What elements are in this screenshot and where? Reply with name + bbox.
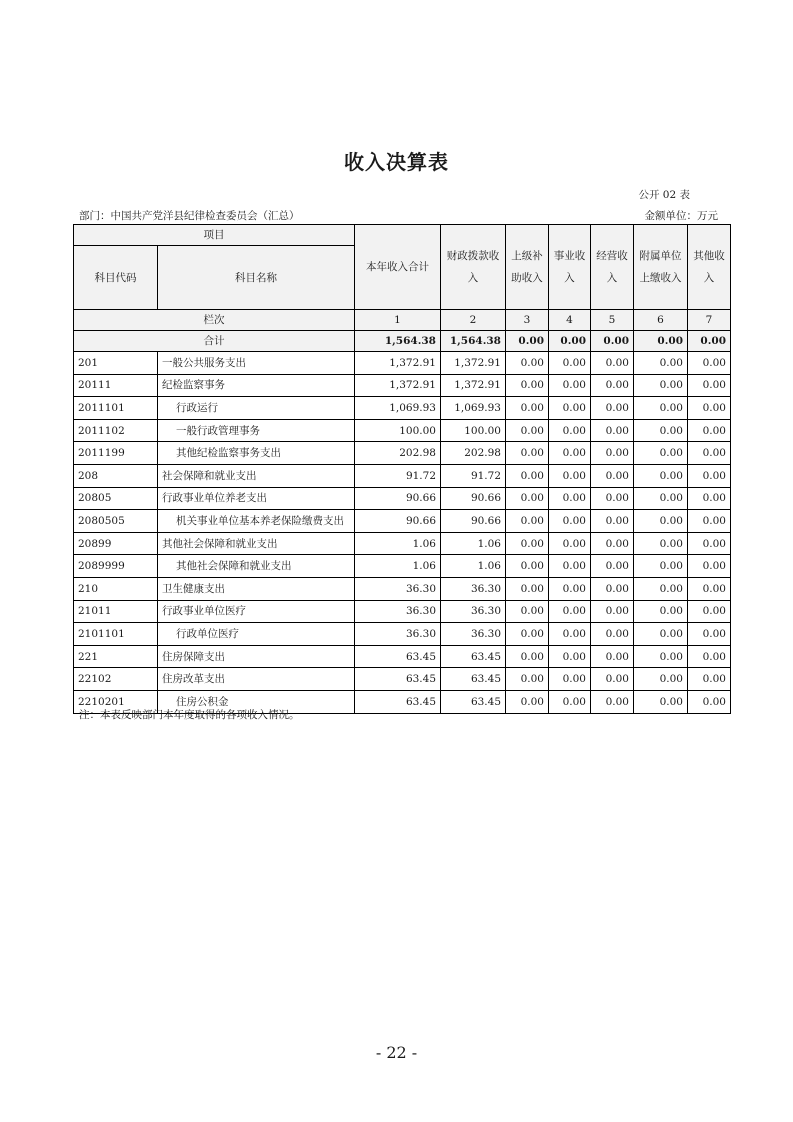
total-cell: 91.72	[355, 464, 441, 487]
affiliated-cell: 0.00	[634, 532, 688, 555]
subject-name-cell: 行政事业单位医疗	[158, 600, 355, 623]
subject-name-cell: 机关事业单位基本养老保险缴费支出	[158, 510, 355, 533]
form-number: 公开 02 表	[638, 189, 690, 201]
fiscal-cell: 100.00	[441, 419, 506, 442]
upper-cell: 0.00	[506, 510, 549, 533]
header-total: 本年收入合计	[355, 225, 441, 310]
upper-cell: 0.00	[506, 577, 549, 600]
fiscal-cell: 90.66	[441, 510, 506, 533]
total-cell: 0.00	[549, 331, 591, 352]
other-cell: 0.00	[688, 464, 731, 487]
other-cell: 0.00	[688, 419, 731, 442]
total-cell: 1,564.38	[441, 331, 506, 352]
affiliated-cell: 0.00	[634, 645, 688, 668]
affiliated-cell: 0.00	[634, 442, 688, 465]
other-cell: 0.00	[688, 352, 731, 375]
subject-name-cell: 一般公共服务支出	[158, 352, 355, 375]
page-title: 收入决算表	[344, 150, 449, 174]
subject-name-cell: 纪检监察事务	[158, 374, 355, 397]
fiscal-cell: 63.45	[441, 645, 506, 668]
total-cell: 36.30	[355, 577, 441, 600]
table-row	[74, 352, 731, 375]
business-cell: 0.00	[549, 397, 591, 420]
affiliated-cell: 0.00	[634, 623, 688, 646]
sequence-cell: 1	[355, 310, 441, 331]
business-cell: 0.00	[549, 668, 591, 691]
business-cell: 0.00	[549, 623, 591, 646]
subject-code-cell: 2210201	[74, 690, 158, 713]
upper-cell: 0.00	[506, 532, 549, 555]
table-row	[74, 487, 731, 510]
affiliated-cell: 0.00	[634, 419, 688, 442]
fiscal-cell: 36.30	[441, 577, 506, 600]
sequence-row	[74, 310, 731, 331]
affiliated-cell: 0.00	[634, 690, 688, 713]
fiscal-cell: 1,372.91	[441, 352, 506, 375]
affiliated-cell: 0.00	[634, 577, 688, 600]
total-cell: 100.00	[355, 419, 441, 442]
fiscal-cell: 36.30	[441, 600, 506, 623]
total-cell: 202.98	[355, 442, 441, 465]
operating-cell: 0.00	[591, 464, 634, 487]
business-cell: 0.00	[549, 577, 591, 600]
income-table	[73, 224, 731, 714]
total-cell: 0.00	[506, 331, 549, 352]
header-fiscal: 财政拨款收入	[441, 225, 506, 310]
total-cell: 63.45	[355, 645, 441, 668]
header-project: 项目	[74, 225, 355, 246]
business-cell: 0.00	[549, 645, 591, 668]
subject-name-cell: 其他纪检监察事务支出	[158, 442, 355, 465]
subject-name-cell: 其他社会保障和就业支出	[158, 555, 355, 578]
sequence-cell: 7	[688, 310, 731, 331]
operating-cell: 0.00	[591, 532, 634, 555]
header-other: 其他收入	[688, 225, 731, 310]
table-row	[74, 600, 731, 623]
upper-cell: 0.00	[506, 600, 549, 623]
business-cell: 0.00	[549, 510, 591, 533]
subject-name-cell: 社会保障和就业支出	[158, 464, 355, 487]
subject-code-cell: 20899	[74, 532, 158, 555]
affiliated-cell: 0.00	[634, 600, 688, 623]
upper-cell: 0.00	[506, 645, 549, 668]
subject-name-cell: 住房公积金	[158, 690, 355, 713]
operating-cell: 0.00	[591, 487, 634, 510]
business-cell: 0.00	[549, 690, 591, 713]
sequence-label: 栏次	[74, 310, 355, 331]
business-cell: 0.00	[549, 487, 591, 510]
other-cell: 0.00	[688, 623, 731, 646]
subject-code-cell: 2080505	[74, 510, 158, 533]
business-cell: 0.00	[549, 442, 591, 465]
header-code: 科目代码	[74, 246, 158, 310]
subject-name-cell: 卫生健康支出	[158, 577, 355, 600]
affiliated-cell: 0.00	[634, 374, 688, 397]
other-cell: 0.00	[688, 442, 731, 465]
table-row	[74, 397, 731, 420]
total-cell: 36.30	[355, 600, 441, 623]
operating-cell: 0.00	[591, 690, 634, 713]
other-cell: 0.00	[688, 600, 731, 623]
header-operating: 经营收入	[591, 225, 634, 310]
affiliated-cell: 0.00	[634, 352, 688, 375]
fiscal-cell: 63.45	[441, 690, 506, 713]
affiliated-cell: 0.00	[634, 510, 688, 533]
sequence-cell: 5	[591, 310, 634, 331]
fiscal-cell: 1,372.91	[441, 374, 506, 397]
upper-cell: 0.00	[506, 374, 549, 397]
upper-cell: 0.00	[506, 555, 549, 578]
subject-code-cell: 20805	[74, 487, 158, 510]
department-label: 部门：中国共产党洋县纪律检查委员会（汇总）	[79, 210, 300, 222]
subject-code-cell: 2011102	[74, 419, 158, 442]
fiscal-cell: 91.72	[441, 464, 506, 487]
operating-cell: 0.00	[591, 577, 634, 600]
upper-cell: 0.00	[506, 464, 549, 487]
subject-code-cell: 2011199	[74, 442, 158, 465]
total-cell: 63.45	[355, 690, 441, 713]
total-cell: 36.30	[355, 623, 441, 646]
sequence-cell: 3	[506, 310, 549, 331]
total-cell: 1.06	[355, 555, 441, 578]
total-cell: 1,372.91	[355, 352, 441, 375]
table-row	[74, 668, 731, 691]
other-cell: 0.00	[688, 577, 731, 600]
header-name: 科目名称	[158, 246, 355, 310]
total-label: 合计	[74, 331, 355, 352]
fiscal-cell: 202.98	[441, 442, 506, 465]
sequence-cell: 6	[634, 310, 688, 331]
total-cell: 1,372.91	[355, 374, 441, 397]
upper-cell: 0.00	[506, 487, 549, 510]
subject-name-cell: 行政单位医疗	[158, 623, 355, 646]
total-cell: 0.00	[688, 331, 731, 352]
fiscal-cell: 63.45	[441, 668, 506, 691]
upper-cell: 0.00	[506, 419, 549, 442]
subject-code-cell: 201	[74, 352, 158, 375]
total-cell: 0.00	[634, 331, 688, 352]
table-row	[74, 555, 731, 578]
other-cell: 0.00	[688, 510, 731, 533]
upper-cell: 0.00	[506, 352, 549, 375]
upper-cell: 0.00	[506, 397, 549, 420]
operating-cell: 0.00	[591, 623, 634, 646]
operating-cell: 0.00	[591, 374, 634, 397]
operating-cell: 0.00	[591, 442, 634, 465]
other-cell: 0.00	[688, 645, 731, 668]
operating-cell: 0.00	[591, 668, 634, 691]
operating-cell: 0.00	[591, 645, 634, 668]
other-cell: 0.00	[688, 555, 731, 578]
affiliated-cell: 0.00	[634, 487, 688, 510]
operating-cell: 0.00	[591, 600, 634, 623]
total-row	[74, 331, 731, 352]
operating-cell: 0.00	[591, 555, 634, 578]
operating-cell: 0.00	[591, 419, 634, 442]
operating-cell: 0.00	[591, 397, 634, 420]
subject-code-cell: 21011	[74, 600, 158, 623]
upper-cell: 0.00	[506, 623, 549, 646]
other-cell: 0.00	[688, 668, 731, 691]
subject-name-cell: 行政运行	[158, 397, 355, 420]
business-cell: 0.00	[549, 464, 591, 487]
header-affiliated: 附属单位上缴收入	[634, 225, 688, 310]
subject-code-cell: 2011101	[74, 397, 158, 420]
unit-label: 金额单位：万元	[644, 210, 718, 222]
operating-cell: 0.00	[591, 510, 634, 533]
subject-code-cell: 210	[74, 577, 158, 600]
subject-name-cell: 住房改革支出	[158, 668, 355, 691]
upper-cell: 0.00	[506, 668, 549, 691]
affiliated-cell: 0.00	[634, 668, 688, 691]
subject-code-cell: 2089999	[74, 555, 158, 578]
affiliated-cell: 0.00	[634, 397, 688, 420]
subject-name-cell: 其他社会保障和就业支出	[158, 532, 355, 555]
total-cell: 0.00	[591, 331, 634, 352]
total-cell: 63.45	[355, 668, 441, 691]
subject-code-cell: 2101101	[74, 623, 158, 646]
table-row	[74, 577, 731, 600]
total-cell: 1,564.38	[355, 331, 441, 352]
table-row	[74, 442, 731, 465]
header-upper: 上级补助收入	[506, 225, 549, 310]
table-row	[74, 374, 731, 397]
sequence-cell: 4	[549, 310, 591, 331]
table-row	[74, 645, 731, 668]
subject-code-cell: 208	[74, 464, 158, 487]
business-cell: 0.00	[549, 419, 591, 442]
subject-name-cell: 住房保障支出	[158, 645, 355, 668]
other-cell: 0.00	[688, 690, 731, 713]
fiscal-cell: 1.06	[441, 555, 506, 578]
fiscal-cell: 1.06	[441, 532, 506, 555]
upper-cell: 0.00	[506, 690, 549, 713]
subject-code-cell: 20111	[74, 374, 158, 397]
operating-cell: 0.00	[591, 352, 634, 375]
subject-code-cell: 22102	[74, 668, 158, 691]
table-note: 注：本表反映部门本年度取得的各项收入情况。	[79, 709, 300, 721]
fiscal-cell: 90.66	[441, 487, 506, 510]
business-cell: 0.00	[549, 555, 591, 578]
table-row	[74, 419, 731, 442]
business-cell: 0.00	[549, 600, 591, 623]
table-row	[74, 623, 731, 646]
page-number: - 22 -	[375, 1043, 418, 1062]
upper-cell: 0.00	[506, 442, 549, 465]
other-cell: 0.00	[688, 532, 731, 555]
business-cell: 0.00	[549, 532, 591, 555]
subject-name-cell: 一般行政管理事务	[158, 419, 355, 442]
total-cell: 1.06	[355, 532, 441, 555]
fiscal-cell: 36.30	[441, 623, 506, 646]
total-cell: 90.66	[355, 510, 441, 533]
subject-code-cell: 221	[74, 645, 158, 668]
other-cell: 0.00	[688, 397, 731, 420]
header-business: 事业收入	[549, 225, 591, 310]
sequence-cell: 2	[441, 310, 506, 331]
other-cell: 0.00	[688, 374, 731, 397]
business-cell: 0.00	[549, 374, 591, 397]
table-row	[74, 532, 731, 555]
fiscal-cell: 1,069.93	[441, 397, 506, 420]
total-cell: 90.66	[355, 487, 441, 510]
affiliated-cell: 0.00	[634, 555, 688, 578]
subject-name-cell: 行政事业单位养老支出	[158, 487, 355, 510]
table-row	[74, 510, 731, 533]
business-cell: 0.00	[549, 352, 591, 375]
total-cell: 1,069.93	[355, 397, 441, 420]
table-row	[74, 464, 731, 487]
other-cell: 0.00	[688, 487, 731, 510]
affiliated-cell: 0.00	[634, 464, 688, 487]
